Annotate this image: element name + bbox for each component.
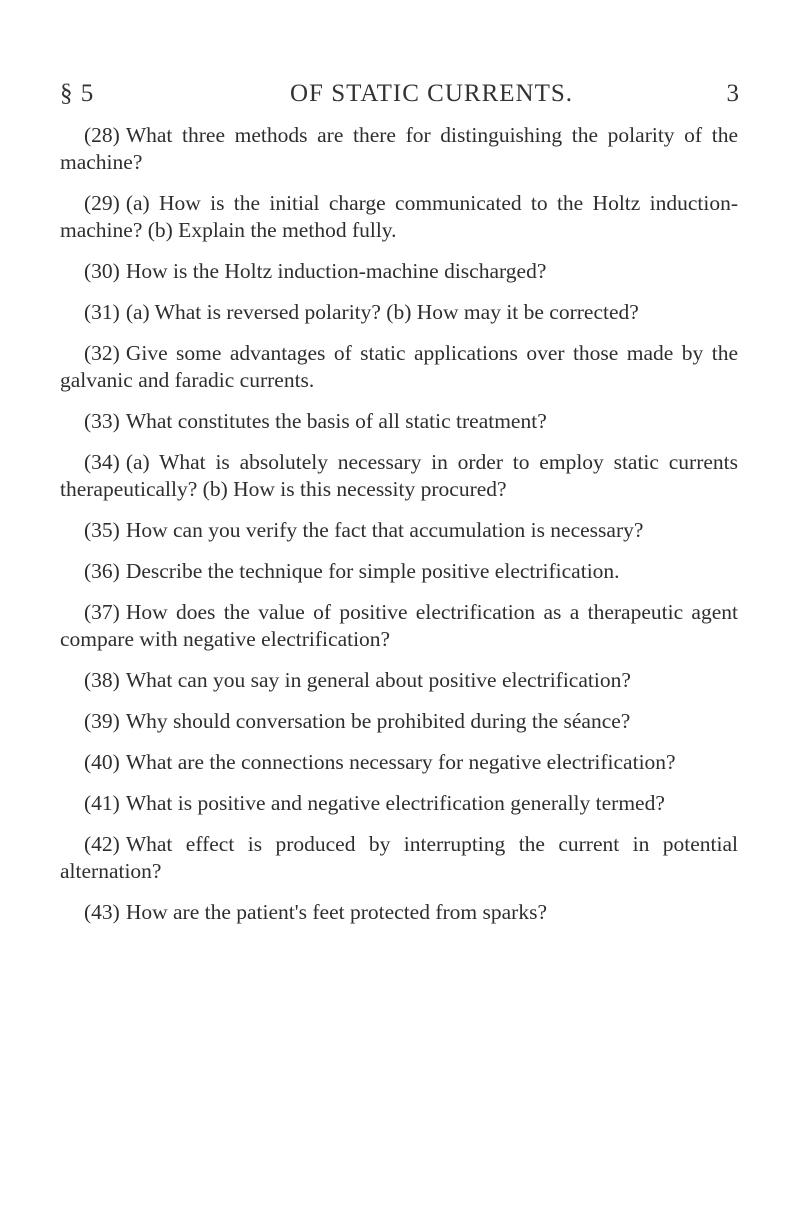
question-number: (29) <box>84 191 120 215</box>
question-text: How are the patient's feet protected from sparks? <box>125 900 547 924</box>
question-number: (42) <box>84 832 120 856</box>
question-item <box>60 299 738 326</box>
question-number: (37) <box>84 600 120 624</box>
question-text: What are the connections necessary for negative electrification? <box>125 750 676 774</box>
question-text: What is positive and negative electrification generally termed? <box>125 791 665 815</box>
question-number: (38) <box>84 668 120 692</box>
question-number: (36) <box>84 559 120 583</box>
question-text: Describe the technique for simple positive electrification. <box>125 559 620 583</box>
question-text: Give some advantages of static applications over those made by the galvanic and faradic currents. <box>60 341 738 392</box>
question-number: (28) <box>84 123 120 147</box>
question-text: What can you say in general about positive electrification? <box>125 668 631 692</box>
question-text: Why should conversation be prohibited during the séance? <box>125 709 631 733</box>
question-text: What effect is produced by interrupting the current in potential alternation? <box>60 832 738 883</box>
question-item <box>60 599 738 653</box>
question-text: (a) What is absolutely necessary in order to employ static currents therapeutically? (b) How is this necessity procured? <box>60 450 738 501</box>
question-number: (41) <box>84 791 120 815</box>
question-number: (43) <box>84 900 120 924</box>
question-number: (32) <box>84 341 120 365</box>
question-item <box>60 899 738 926</box>
question-number: (33) <box>84 409 120 433</box>
question-item <box>60 708 738 735</box>
question-item <box>60 122 738 176</box>
question-item <box>60 449 738 503</box>
question-item <box>60 667 738 694</box>
question-item <box>60 258 738 285</box>
page-number: 3 <box>726 80 740 107</box>
question-item <box>60 831 738 885</box>
question-item <box>60 517 738 544</box>
question-text: What three methods are there for distinguishing the polarity of the machine? <box>60 123 738 174</box>
question-number: (39) <box>84 709 120 733</box>
question-text: (a) How is the initial charge communicated to the Holtz induction-machine? (b) Explain the method fully. <box>60 191 738 242</box>
question-item <box>60 190 738 244</box>
question-text: How is the Holtz induction-machine discharged? <box>125 259 547 283</box>
question-number: (35) <box>84 518 120 542</box>
question-text: How can you verify the fact that accumulation is necessary? <box>125 518 644 542</box>
question-number: (30) <box>84 259 120 283</box>
running-head <box>60 80 740 110</box>
section-number: § 5 <box>60 80 95 107</box>
question-number: (40) <box>84 750 120 774</box>
question-item <box>60 749 738 776</box>
question-text: (a) What is reversed polarity? (b) How may it be corrected? <box>125 300 639 324</box>
question-item <box>60 558 738 585</box>
question-item <box>60 340 738 394</box>
page-title: OF STATIC CURRENTS. <box>290 80 574 107</box>
question-item <box>60 790 738 817</box>
question-item <box>60 408 738 435</box>
question-number: (34) <box>84 450 120 474</box>
question-text: How does the value of positive electrification as a therapeutic agent compare with negative electrification? <box>60 600 738 651</box>
question-list <box>60 122 738 940</box>
question-text: What constitutes the basis of all static treatment? <box>125 409 547 433</box>
question-number: (31) <box>84 300 120 324</box>
